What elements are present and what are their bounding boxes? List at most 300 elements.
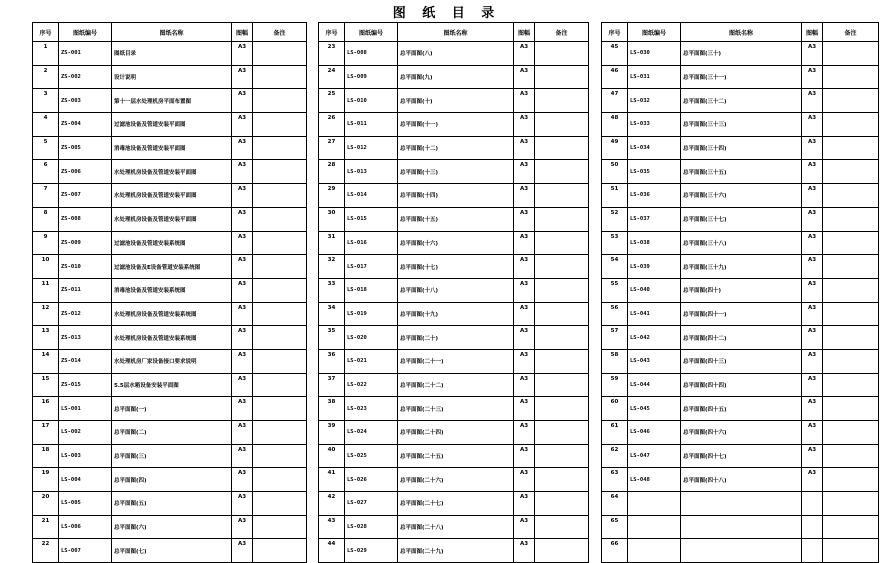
drawing-code: LS-022 bbox=[345, 373, 398, 397]
table-row bbox=[319, 42, 589, 66]
drawing-code: LS-027 bbox=[345, 492, 398, 516]
table-row bbox=[602, 492, 879, 516]
drawing-code: LS-031 bbox=[628, 65, 681, 89]
drawing-code: LS-013 bbox=[345, 160, 398, 184]
table-row bbox=[602, 255, 879, 279]
sheet-size: A3 bbox=[514, 421, 535, 445]
drawing-name: 总平面图(十六) bbox=[398, 231, 514, 255]
row-number: 9 bbox=[33, 231, 59, 255]
sheet-size: A3 bbox=[514, 42, 535, 66]
table-row bbox=[602, 184, 879, 208]
remark-cell bbox=[823, 160, 879, 184]
drawing-name: 总平面图(十七) bbox=[398, 255, 514, 279]
table-row bbox=[602, 231, 879, 255]
drawing-name: 总平面图(三十一) bbox=[681, 65, 802, 89]
table-row bbox=[319, 373, 589, 397]
row-number: 13 bbox=[33, 326, 59, 350]
remark-cell bbox=[535, 89, 589, 113]
table-row bbox=[319, 397, 589, 421]
row-number: 12 bbox=[33, 302, 59, 326]
table-row bbox=[602, 421, 879, 445]
drawing-code: LS-024 bbox=[345, 421, 398, 445]
row-number: 5 bbox=[33, 136, 59, 160]
row-number: 14 bbox=[33, 349, 59, 373]
remark-cell bbox=[253, 515, 307, 539]
sheet-size: A3 bbox=[514, 231, 535, 255]
sheet-size: A3 bbox=[514, 65, 535, 89]
drawing-name: 图纸目录 bbox=[112, 42, 232, 66]
drawing-name: 总平面图(三十九) bbox=[681, 255, 802, 279]
drawing-code: LS-029 bbox=[345, 539, 398, 563]
drawing-code: ZS-013 bbox=[59, 326, 112, 350]
drawing-name: 总平面图(四十一) bbox=[681, 302, 802, 326]
table-header-row bbox=[602, 23, 879, 42]
sheet-size: A3 bbox=[232, 326, 253, 350]
header-size: 图幅 bbox=[514, 23, 535, 42]
drawing-code: LS-019 bbox=[345, 302, 398, 326]
drawing-code: LS-036 bbox=[628, 184, 681, 208]
drawing-code: ZS-008 bbox=[59, 207, 112, 231]
drawing-code: ZS-014 bbox=[59, 349, 112, 373]
remark-cell bbox=[823, 136, 879, 160]
sheet-size bbox=[802, 515, 823, 539]
row-number: 46 bbox=[602, 65, 628, 89]
row-number: 60 bbox=[602, 397, 628, 421]
remark-cell bbox=[535, 373, 589, 397]
remark-cell bbox=[253, 255, 307, 279]
table-row bbox=[33, 444, 307, 468]
drawing-code: LS-009 bbox=[345, 65, 398, 89]
drawing-code: LS-005 bbox=[59, 492, 112, 516]
drawing-code: LS-021 bbox=[345, 349, 398, 373]
row-number: 65 bbox=[602, 515, 628, 539]
remark-cell bbox=[253, 302, 307, 326]
drawing-name: 总平面图(三十三) bbox=[681, 113, 802, 137]
row-number: 55 bbox=[602, 278, 628, 302]
drawing-code bbox=[628, 515, 681, 539]
sheet-size: A3 bbox=[232, 468, 253, 492]
remark-cell bbox=[535, 349, 589, 373]
sheet-size: A3 bbox=[232, 278, 253, 302]
drawing-list-table-1 bbox=[32, 22, 307, 563]
row-number: 59 bbox=[602, 373, 628, 397]
sheet-size: A3 bbox=[514, 160, 535, 184]
drawing-code: LS-042 bbox=[628, 326, 681, 350]
row-number: 61 bbox=[602, 421, 628, 445]
sheet-size: A3 bbox=[232, 373, 253, 397]
drawing-code: ZS-012 bbox=[59, 302, 112, 326]
drawing-name: 水处理机房设备及管道安装平面图 bbox=[112, 207, 232, 231]
drawing-name: 5.5层水箱设备安装平面图 bbox=[112, 373, 232, 397]
remark-cell bbox=[535, 160, 589, 184]
table-row bbox=[33, 184, 307, 208]
remark-cell bbox=[823, 515, 879, 539]
drawing-code: LS-041 bbox=[628, 302, 681, 326]
drawing-name bbox=[681, 492, 802, 516]
drawing-name: 总平面图(十九) bbox=[398, 302, 514, 326]
sheet-size: A3 bbox=[232, 397, 253, 421]
header-name: 图纸名称 bbox=[681, 23, 802, 42]
header-remark: 备注 bbox=[253, 23, 307, 42]
drawing-code: LS-003 bbox=[59, 444, 112, 468]
sheet-size: A3 bbox=[232, 539, 253, 563]
remark-cell bbox=[253, 397, 307, 421]
remark-cell bbox=[253, 349, 307, 373]
row-number: 8 bbox=[33, 207, 59, 231]
table-row bbox=[319, 136, 589, 160]
table-row bbox=[319, 113, 589, 137]
remark-cell bbox=[535, 492, 589, 516]
remark-cell bbox=[823, 397, 879, 421]
row-number: 36 bbox=[319, 349, 345, 373]
remark-cell bbox=[535, 231, 589, 255]
row-number: 43 bbox=[319, 515, 345, 539]
header-no: 序号 bbox=[319, 23, 345, 42]
sheet-size: A3 bbox=[232, 207, 253, 231]
table-row bbox=[319, 184, 589, 208]
sheet-size: A3 bbox=[802, 160, 823, 184]
drawing-name: 总平面图(二) bbox=[112, 421, 232, 445]
drawing-name: 总平面图(三十七) bbox=[681, 207, 802, 231]
drawing-code: LS-025 bbox=[345, 444, 398, 468]
remark-cell bbox=[253, 539, 307, 563]
table-row bbox=[33, 278, 307, 302]
drawing-name: 过滤池设备及管道安装系统图 bbox=[112, 231, 232, 255]
sheet-size bbox=[802, 539, 823, 563]
drawing-code: LS-046 bbox=[628, 421, 681, 445]
sheet-size: A3 bbox=[802, 468, 823, 492]
table-row bbox=[319, 421, 589, 445]
row-number: 33 bbox=[319, 278, 345, 302]
remark-cell bbox=[535, 444, 589, 468]
row-number: 3 bbox=[33, 89, 59, 113]
sheet-size: A3 bbox=[802, 326, 823, 350]
table-row bbox=[33, 421, 307, 445]
sheet-size: A3 bbox=[514, 302, 535, 326]
drawing-code: LS-040 bbox=[628, 278, 681, 302]
table-row bbox=[319, 278, 589, 302]
drawing-name: 水处理机房厂家设备接口要求说明 bbox=[112, 349, 232, 373]
remark-cell bbox=[535, 255, 589, 279]
table-row bbox=[319, 207, 589, 231]
drawing-code: ZS-005 bbox=[59, 136, 112, 160]
drawing-name: 总平面图(二十) bbox=[398, 326, 514, 350]
row-number: 41 bbox=[319, 468, 345, 492]
sheet-size: A3 bbox=[232, 349, 253, 373]
table-row bbox=[319, 160, 589, 184]
remark-cell bbox=[253, 421, 307, 445]
row-number: 29 bbox=[319, 184, 345, 208]
row-number: 47 bbox=[602, 89, 628, 113]
row-number: 4 bbox=[33, 113, 59, 137]
row-number: 58 bbox=[602, 349, 628, 373]
drawing-code: LS-008 bbox=[345, 42, 398, 66]
sheet-size: A3 bbox=[802, 89, 823, 113]
drawing-list-table-2 bbox=[318, 22, 589, 563]
drawing-name: 过滤池设备及E设备管道安装系统图 bbox=[112, 255, 232, 279]
drawing-name: 总平面图(四十二) bbox=[681, 326, 802, 350]
sheet-size: A3 bbox=[802, 278, 823, 302]
drawing-name: 总平面图(五) bbox=[112, 492, 232, 516]
remark-cell bbox=[823, 302, 879, 326]
drawing-name: 总平面图(四十七) bbox=[681, 444, 802, 468]
sheet-size: A3 bbox=[232, 89, 253, 113]
remark-cell bbox=[253, 492, 307, 516]
row-number: 64 bbox=[602, 492, 628, 516]
sheet-size: A3 bbox=[802, 397, 823, 421]
table-row bbox=[33, 397, 307, 421]
drawing-name: 总平面图(四十三) bbox=[681, 349, 802, 373]
drawing-name: 总平面图(八) bbox=[398, 42, 514, 66]
remark-cell bbox=[823, 255, 879, 279]
drawing-name: 总平面图(三十二) bbox=[681, 89, 802, 113]
remark-cell bbox=[535, 421, 589, 445]
drawing-name: 总平面图(二十八) bbox=[398, 515, 514, 539]
remark-cell bbox=[253, 326, 307, 350]
remark-cell bbox=[823, 492, 879, 516]
row-number: 42 bbox=[319, 492, 345, 516]
remark-cell bbox=[253, 136, 307, 160]
drawing-code: LS-047 bbox=[628, 444, 681, 468]
sheet-size: A3 bbox=[802, 207, 823, 231]
table-row bbox=[33, 255, 307, 279]
drawing-code: LS-023 bbox=[345, 397, 398, 421]
remark-cell bbox=[823, 207, 879, 231]
table-header-row bbox=[319, 23, 589, 42]
table-row bbox=[319, 444, 589, 468]
remark-cell bbox=[535, 65, 589, 89]
drawing-name: 总平面图(十八) bbox=[398, 278, 514, 302]
row-number: 50 bbox=[602, 160, 628, 184]
table-row bbox=[33, 113, 307, 137]
row-number: 40 bbox=[319, 444, 345, 468]
remark-cell bbox=[253, 468, 307, 492]
drawing-name: 总平面图(三十) bbox=[681, 42, 802, 66]
row-number: 38 bbox=[319, 397, 345, 421]
row-number: 35 bbox=[319, 326, 345, 350]
remark-cell bbox=[535, 468, 589, 492]
drawing-name: 总平面图(三) bbox=[112, 444, 232, 468]
remark-cell bbox=[253, 184, 307, 208]
sheet-size: A3 bbox=[232, 302, 253, 326]
drawing-code: LS-045 bbox=[628, 397, 681, 421]
drawing-code: ZS-011 bbox=[59, 278, 112, 302]
sheet-size: A3 bbox=[232, 255, 253, 279]
drawing-code: LS-007 bbox=[59, 539, 112, 563]
remark-cell bbox=[535, 207, 589, 231]
table-row bbox=[33, 373, 307, 397]
drawing-name: 总平面图(十) bbox=[398, 89, 514, 113]
table-row bbox=[602, 515, 879, 539]
row-number: 15 bbox=[33, 373, 59, 397]
table-row bbox=[602, 65, 879, 89]
header-size: 图幅 bbox=[232, 23, 253, 42]
remark-cell bbox=[535, 326, 589, 350]
row-number: 22 bbox=[33, 539, 59, 563]
drawing-code bbox=[628, 492, 681, 516]
header-size: 图幅 bbox=[802, 23, 823, 42]
drawing-code: LS-032 bbox=[628, 89, 681, 113]
sheet-size: A3 bbox=[514, 397, 535, 421]
row-number: 66 bbox=[602, 539, 628, 563]
remark-cell bbox=[823, 231, 879, 255]
sheet-size: A3 bbox=[232, 515, 253, 539]
drawing-code: LS-014 bbox=[345, 184, 398, 208]
row-number: 27 bbox=[319, 136, 345, 160]
drawing-name: 总平面图(十五) bbox=[398, 207, 514, 231]
row-number: 54 bbox=[602, 255, 628, 279]
sheet-size: A3 bbox=[514, 539, 535, 563]
sheet-size: A3 bbox=[514, 89, 535, 113]
row-number: 24 bbox=[319, 65, 345, 89]
drawing-name: 消毒池设备及管道安装系统图 bbox=[112, 278, 232, 302]
table-row bbox=[319, 326, 589, 350]
drawing-name: 水处理机房设备及管道安装平面图 bbox=[112, 160, 232, 184]
row-number: 63 bbox=[602, 468, 628, 492]
table-row bbox=[319, 302, 589, 326]
sheet-size: A3 bbox=[232, 65, 253, 89]
drawing-code: ZS-006 bbox=[59, 160, 112, 184]
remark-cell bbox=[823, 184, 879, 208]
row-number: 25 bbox=[319, 89, 345, 113]
remark-cell bbox=[823, 326, 879, 350]
row-number: 52 bbox=[602, 207, 628, 231]
row-number: 45 bbox=[602, 42, 628, 66]
sheet-size: A3 bbox=[802, 231, 823, 255]
row-number: 11 bbox=[33, 278, 59, 302]
sheet-size: A3 bbox=[802, 421, 823, 445]
table-row bbox=[602, 468, 879, 492]
drawing-code: LS-004 bbox=[59, 468, 112, 492]
table-row bbox=[319, 468, 589, 492]
drawing-code: LS-048 bbox=[628, 468, 681, 492]
sheet-size: A3 bbox=[802, 444, 823, 468]
table-row bbox=[33, 349, 307, 373]
drawing-name: 总平面图(四十四) bbox=[681, 373, 802, 397]
table-row bbox=[602, 42, 879, 66]
row-number: 32 bbox=[319, 255, 345, 279]
sheet-size bbox=[802, 492, 823, 516]
drawing-list-table-3 bbox=[601, 22, 879, 563]
table-row bbox=[33, 302, 307, 326]
drawing-code: LS-039 bbox=[628, 255, 681, 279]
table-row bbox=[319, 539, 589, 563]
drawing-name: 总平面图(一) bbox=[112, 397, 232, 421]
sheet-size: A3 bbox=[232, 42, 253, 66]
drawing-code: ZS-002 bbox=[59, 65, 112, 89]
table-row bbox=[602, 113, 879, 137]
remark-cell bbox=[253, 160, 307, 184]
table-row bbox=[319, 492, 589, 516]
header-no: 序号 bbox=[33, 23, 59, 42]
table-row bbox=[602, 397, 879, 421]
header-remark: 备注 bbox=[823, 23, 879, 42]
remark-cell bbox=[535, 278, 589, 302]
drawing-code bbox=[628, 539, 681, 563]
sheet-size: A3 bbox=[802, 136, 823, 160]
table-row bbox=[33, 326, 307, 350]
row-number: 1 bbox=[33, 42, 59, 66]
row-number: 56 bbox=[602, 302, 628, 326]
drawing-code: ZS-004 bbox=[59, 113, 112, 137]
drawing-code: LS-012 bbox=[345, 136, 398, 160]
drawing-code: LS-035 bbox=[628, 160, 681, 184]
sheet-size: A3 bbox=[232, 184, 253, 208]
drawing-name: 水处理机房设备及管道安装平面图 bbox=[112, 184, 232, 208]
drawing-code: LS-030 bbox=[628, 42, 681, 66]
remark-cell bbox=[823, 65, 879, 89]
table-row bbox=[602, 302, 879, 326]
drawing-name: 总平面图(十三) bbox=[398, 160, 514, 184]
drawing-name: 第十一层水处理机房平面布置图 bbox=[112, 89, 232, 113]
sheet-size: A3 bbox=[514, 278, 535, 302]
remark-cell bbox=[253, 231, 307, 255]
sheet-size: A3 bbox=[514, 113, 535, 137]
sheet-size: A3 bbox=[232, 231, 253, 255]
remark-cell bbox=[823, 42, 879, 66]
drawing-name: 总平面图(二十五) bbox=[398, 444, 514, 468]
sheet-size: A3 bbox=[802, 42, 823, 66]
remark-cell bbox=[253, 65, 307, 89]
table-row bbox=[319, 65, 589, 89]
drawing-name: 总平面图(十一) bbox=[398, 113, 514, 137]
sheet-size: A3 bbox=[802, 302, 823, 326]
drawing-code: LS-026 bbox=[345, 468, 398, 492]
drawing-code: LS-016 bbox=[345, 231, 398, 255]
table-row bbox=[33, 515, 307, 539]
sheet-size: A3 bbox=[514, 515, 535, 539]
row-number: 34 bbox=[319, 302, 345, 326]
drawing-name bbox=[681, 515, 802, 539]
remark-cell bbox=[535, 515, 589, 539]
remark-cell bbox=[823, 539, 879, 563]
row-number: 57 bbox=[602, 326, 628, 350]
drawing-name: 总平面图(二十二) bbox=[398, 373, 514, 397]
sheet-size: A3 bbox=[232, 421, 253, 445]
table-row bbox=[602, 349, 879, 373]
drawing-code: LS-011 bbox=[345, 113, 398, 137]
table-row bbox=[33, 42, 307, 66]
drawing-name: 总平面图(十四) bbox=[398, 184, 514, 208]
remark-cell bbox=[823, 89, 879, 113]
row-number: 2 bbox=[33, 65, 59, 89]
sheet-size: A3 bbox=[514, 444, 535, 468]
drawing-name: 消毒池设备及管道安装平面图 bbox=[112, 136, 232, 160]
row-number: 30 bbox=[319, 207, 345, 231]
row-number: 18 bbox=[33, 444, 59, 468]
drawing-code: LS-002 bbox=[59, 421, 112, 445]
drawing-name: 总平面图(九) bbox=[398, 65, 514, 89]
drawing-name: 总平面图(四) bbox=[112, 468, 232, 492]
drawing-code: LS-001 bbox=[59, 397, 112, 421]
table-row bbox=[319, 349, 589, 373]
drawing-code: LS-037 bbox=[628, 207, 681, 231]
sheet-size: A3 bbox=[514, 207, 535, 231]
row-number: 19 bbox=[33, 468, 59, 492]
sheet-size: A3 bbox=[802, 373, 823, 397]
drawing-name: 总平面图(二十四) bbox=[398, 421, 514, 445]
drawing-code: ZS-010 bbox=[59, 255, 112, 279]
drawing-name: 水处理机房设备及管道安装系统图 bbox=[112, 302, 232, 326]
row-number: 17 bbox=[33, 421, 59, 445]
remark-cell bbox=[535, 136, 589, 160]
drawing-name: 水处理机房设备及管道安装系统图 bbox=[112, 326, 232, 350]
row-number: 6 bbox=[33, 160, 59, 184]
sheet-size: A3 bbox=[514, 184, 535, 208]
table-row bbox=[319, 515, 589, 539]
table-row bbox=[33, 468, 307, 492]
sheet-size: A3 bbox=[802, 255, 823, 279]
